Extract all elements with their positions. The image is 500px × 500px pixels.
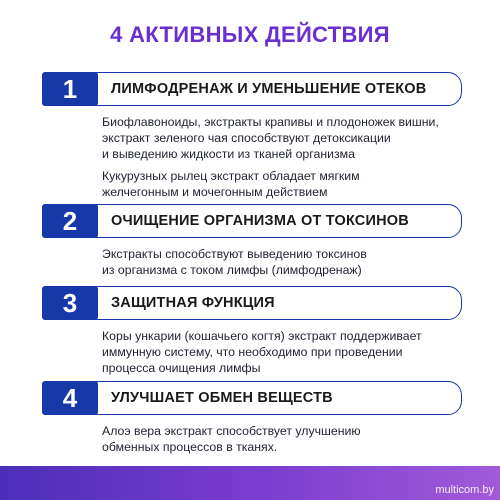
section-header [42,381,462,415]
section-paragraph [102,423,462,455]
section-heading: УЛУЧШАЕТ ОБМЕН ВЕЩЕСТВ [92,381,462,415]
text-line: из организма с током лимфы (лимфодренаж) [102,263,362,277]
text-line: Экстракты способствуют выведению токсинов [102,247,367,261]
section-metabolism [42,381,462,455]
text-line: иммунную систему, что необходимо при проведении [102,345,403,359]
section-header [42,286,462,320]
watermark: multicom.by [435,484,494,496]
section-paragraph [102,168,462,200]
section-heading: ЛИМФОДРЕНАЖ И УМЕНЬШЕНИЕ ОТЕКОВ [92,72,462,106]
section-number: 1 [42,72,98,106]
section-detox [42,204,462,278]
section-number: 2 [42,204,98,238]
text-line: Биофлавоноиды, экстракты крапивы и плодоножек вишни, [102,115,439,129]
footer-gradient-bar [0,466,500,500]
page-title: 4 АКТИВНЫХ ДЕЙСТВИЯ [110,22,390,47]
text-line: экстракт зеленого чая способствуют детоксикации [102,131,391,145]
section-paragraph [102,114,462,162]
section-heading: ОЧИЩЕНИЕ ОРГАНИЗМА ОТ ТОКСИНОВ [92,204,462,238]
section-heading: ЗАЩИТНАЯ ФУНКЦИЯ [92,286,462,320]
section-protective-function [42,286,462,376]
section-number: 4 [42,381,98,415]
text-line: Коры ункарии (кошачьего когтя) экстракт поддерживает [102,329,422,343]
section-header [42,72,462,106]
text-line: Кукурузных рылец экстракт обладает мягким [102,169,360,183]
section-paragraph [102,246,462,278]
section-lymph-drainage [42,72,462,200]
section-number: 3 [42,286,98,320]
text-line: обменных процессов в тканях. [102,440,278,454]
section-header [42,204,462,238]
text-line: процесса очищения лимфы [102,361,261,375]
section-paragraph [102,328,462,376]
text-line: желчегонным и мочегонным действием [102,185,328,199]
text-line: и выведению жидкости из тканей организма [102,147,355,161]
text-line: Алоэ вера экстракт способствует улучшению [102,424,361,438]
